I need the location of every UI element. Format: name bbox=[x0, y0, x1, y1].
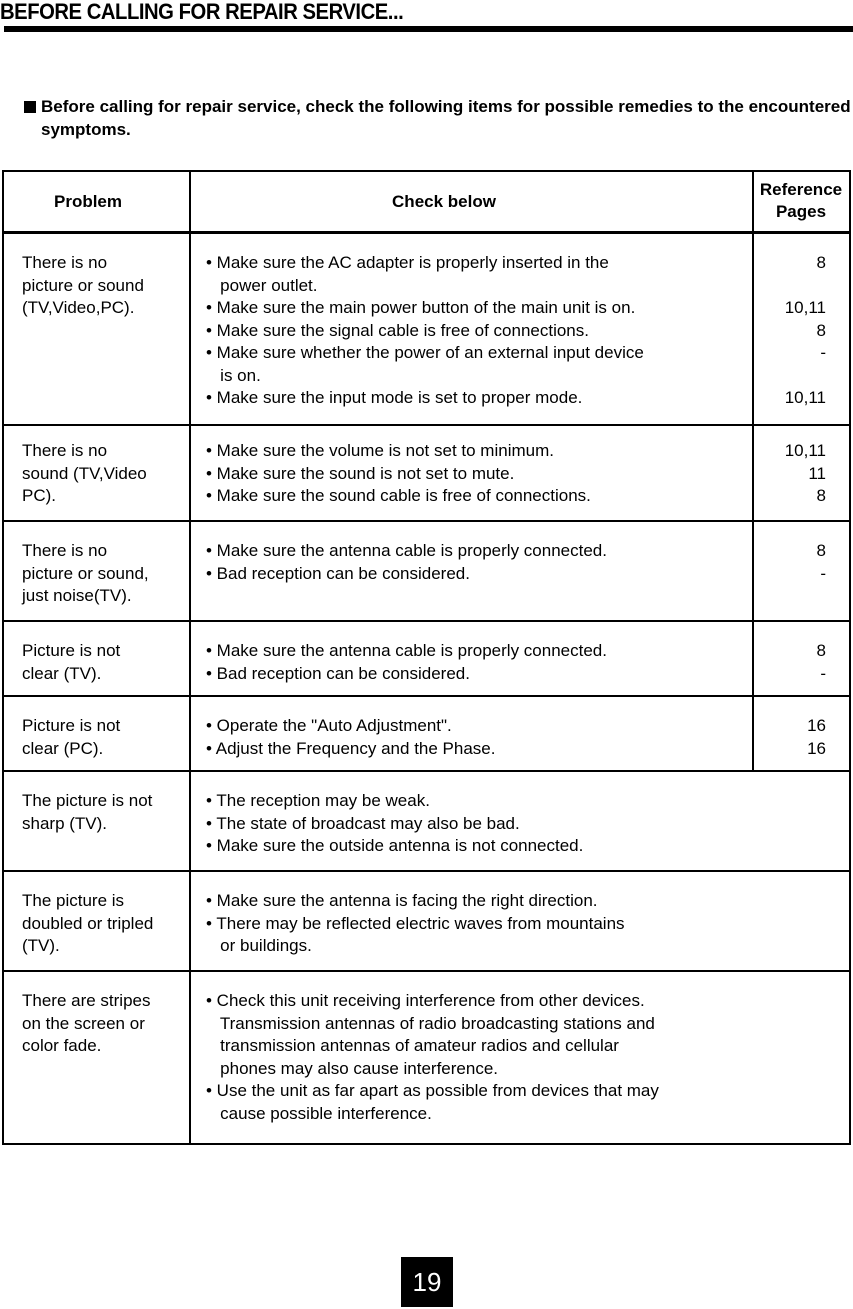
header-problem: Problem bbox=[53, 192, 123, 211]
problem-cell: Picture is not clear (TV). bbox=[22, 641, 121, 683]
check-cell: • Make sure the AC adapter is properly inserted in the power outlet. • Make sure the main power button of the main unit is on. • Make sure the signal cable is free of connections. • Make sure whether the power of an external input device is on. • Make sure the input mode is set to proper mode. bbox=[206, 253, 644, 407]
troubleshooting-table bbox=[2, 170, 851, 1145]
column-divider bbox=[752, 172, 754, 771]
check-cell: • Make sure the antenna cable is properly connected. • Bad reception can be considered. bbox=[206, 541, 607, 583]
check-cell: • Make sure the antenna is facing the right direction. • There may be reflected electric waves from mountains or buildings. bbox=[206, 891, 625, 955]
problem-cell: Picture is not clear (PC). bbox=[22, 716, 121, 758]
header-divider bbox=[4, 231, 849, 234]
problem-cell: The picture is not sharp (TV). bbox=[22, 791, 153, 833]
check-cell: • Check this unit receiving interference from other devices. Transmission antennas of radio broadcasting stations and transmission antennas of amateur radios and cellular phones may also cause interference. • Use the unit as far apart as possible from devices that may cause possible interference. bbox=[206, 991, 659, 1123]
check-cell: • Operate the "Auto Adjustment". • Adjust the Frequency and the Phase. bbox=[206, 716, 496, 758]
title-rule bbox=[4, 26, 853, 32]
row-divider bbox=[4, 620, 849, 622]
intro-note bbox=[24, 95, 851, 141]
reference-cell: 8 10,11 8 - 10,11 bbox=[784, 253, 826, 407]
check-cell: • Make sure the volume is not set to minimum. • Make sure the sound is not set to mute. • Make sure the sound cable is free of connections. bbox=[206, 441, 591, 505]
problem-cell: There is no picture or sound, just noise(TV). bbox=[22, 541, 149, 605]
row-divider bbox=[4, 424, 849, 426]
reference-cell: 10,11 11 8 bbox=[784, 441, 826, 505]
row-divider bbox=[4, 695, 849, 697]
intro-text: Before calling for repair service, check the following items for possible remedies to the encountered symptoms. bbox=[41, 97, 851, 139]
problem-cell: There is no picture or sound (TV,Video,PC). bbox=[22, 253, 144, 317]
row-divider bbox=[4, 520, 849, 522]
problem-cell: There are stripes on the screen or color fade. bbox=[22, 991, 151, 1055]
page-title: BEFORE CALLING FOR REPAIR SERVICE... bbox=[0, 0, 404, 24]
reference-cell: 8 - bbox=[816, 641, 826, 683]
row-divider bbox=[4, 770, 849, 772]
row-divider bbox=[4, 970, 849, 972]
row-divider bbox=[4, 870, 849, 872]
problem-cell: There is no sound (TV,Video PC). bbox=[22, 441, 147, 505]
bullet-square-icon bbox=[24, 101, 36, 113]
reference-cell: 16 16 bbox=[807, 716, 826, 758]
page-number: 19 bbox=[401, 1257, 453, 1307]
reference-cell: 8 - bbox=[816, 541, 826, 583]
header-check: Check below bbox=[392, 192, 496, 211]
check-cell: • Make sure the antenna cable is properly connected. • Bad reception can be considered. bbox=[206, 641, 607, 683]
problem-cell: The picture is doubled or tripled (TV). bbox=[22, 891, 154, 955]
header-reference: Reference Pages bbox=[759, 180, 843, 221]
check-cell: • The reception may be weak. • The state of broadcast may also be bad. • Make sure the outside antenna is not connected. bbox=[206, 791, 584, 855]
